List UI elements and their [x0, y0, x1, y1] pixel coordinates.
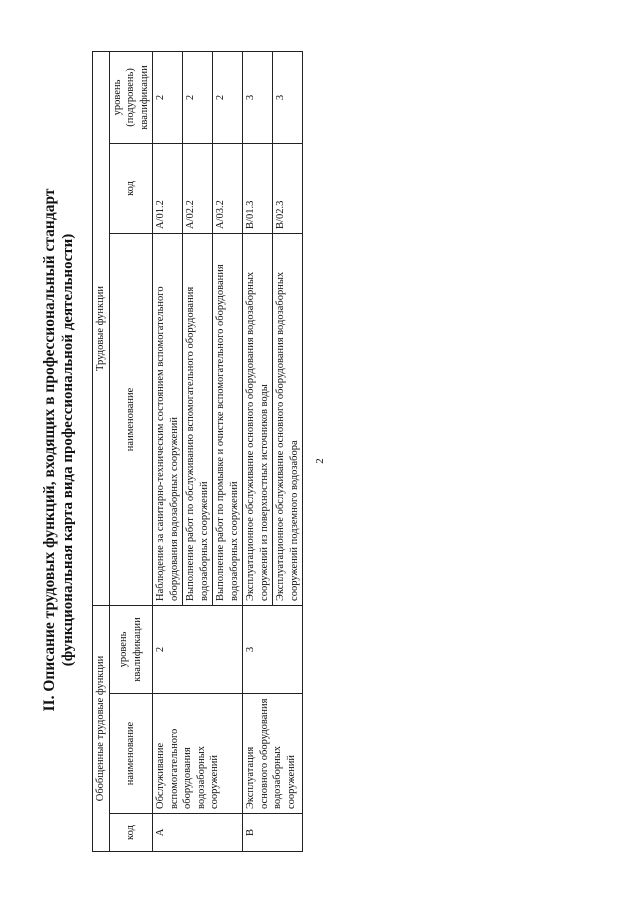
- gen-level-cell: 2: [153, 605, 243, 693]
- col-header-func-code: код: [109, 143, 153, 233]
- func-level-cell: 2: [213, 51, 243, 143]
- section-heading: [40, 40, 78, 860]
- gen-code-cell: А: [153, 814, 243, 852]
- func-level-cell: 2: [153, 51, 183, 143]
- func-name-cell: Эксплуатационное обслуживание основного оборудования водозаборных сооружений подземного водозабора: [273, 233, 303, 605]
- func-level-cell: 3: [273, 51, 303, 143]
- table-row: [153, 51, 183, 851]
- group-header-labor: Трудовые функции: [93, 51, 110, 605]
- gen-code-cell: В: [243, 814, 303, 852]
- col-header-gen-code: код: [109, 814, 153, 852]
- col-header-gen-level: уровень квалификации: [109, 605, 153, 693]
- func-code-cell: A/01.2: [153, 143, 183, 233]
- func-level-cell: 2: [183, 51, 213, 143]
- func-level-cell: 3: [243, 51, 273, 143]
- col-header-func-name: наименование: [109, 233, 153, 605]
- func-code-cell: B/01.3: [243, 143, 273, 233]
- col-header-func-level: уровень (подуровень) квалификации: [109, 51, 153, 143]
- heading-line-1: II. Описание трудовых функций, входящих в профессиональный стандарт: [41, 188, 58, 712]
- func-name-cell: Наблюдение за санитарно-техническим состоянием вспомогательного оборудования водозаборных сооружений: [153, 233, 183, 605]
- rotated-page-content: [40, 40, 600, 860]
- gen-name-cell: Обслуживание вспомогательного оборудования водозаборных сооружений: [153, 694, 243, 814]
- gen-name-cell: Эксплуатация основного оборудования водозаборных сооружений: [243, 694, 303, 814]
- page-number: 2: [314, 458, 326, 464]
- heading-line-2: (функциональная карта вида профессиональной деятельности): [60, 233, 76, 667]
- functional-map-table: [92, 51, 303, 852]
- table-row: [243, 51, 273, 851]
- func-code-cell: A/03.2: [213, 143, 243, 233]
- group-header-generalized: Обобщенные трудовые функции: [93, 605, 110, 851]
- col-header-gen-name: наименование: [109, 694, 153, 814]
- func-name-cell: Выполнение работ по обслуживанию вспомогательного оборудования водозаборных сооружений: [183, 233, 213, 605]
- func-code-cell: A/02.2: [183, 143, 213, 233]
- gen-level-cell: 3: [243, 605, 303, 693]
- func-name-cell: Выполнение работ по промывке и очистке вспомогательного оборудования водозаборных сооружений: [213, 233, 243, 605]
- func-name-cell: Эксплуатационное обслуживание основного оборудования водозаборных сооружений из поверхностных источников воды: [243, 233, 273, 605]
- func-code-cell: B/02.3: [273, 143, 303, 233]
